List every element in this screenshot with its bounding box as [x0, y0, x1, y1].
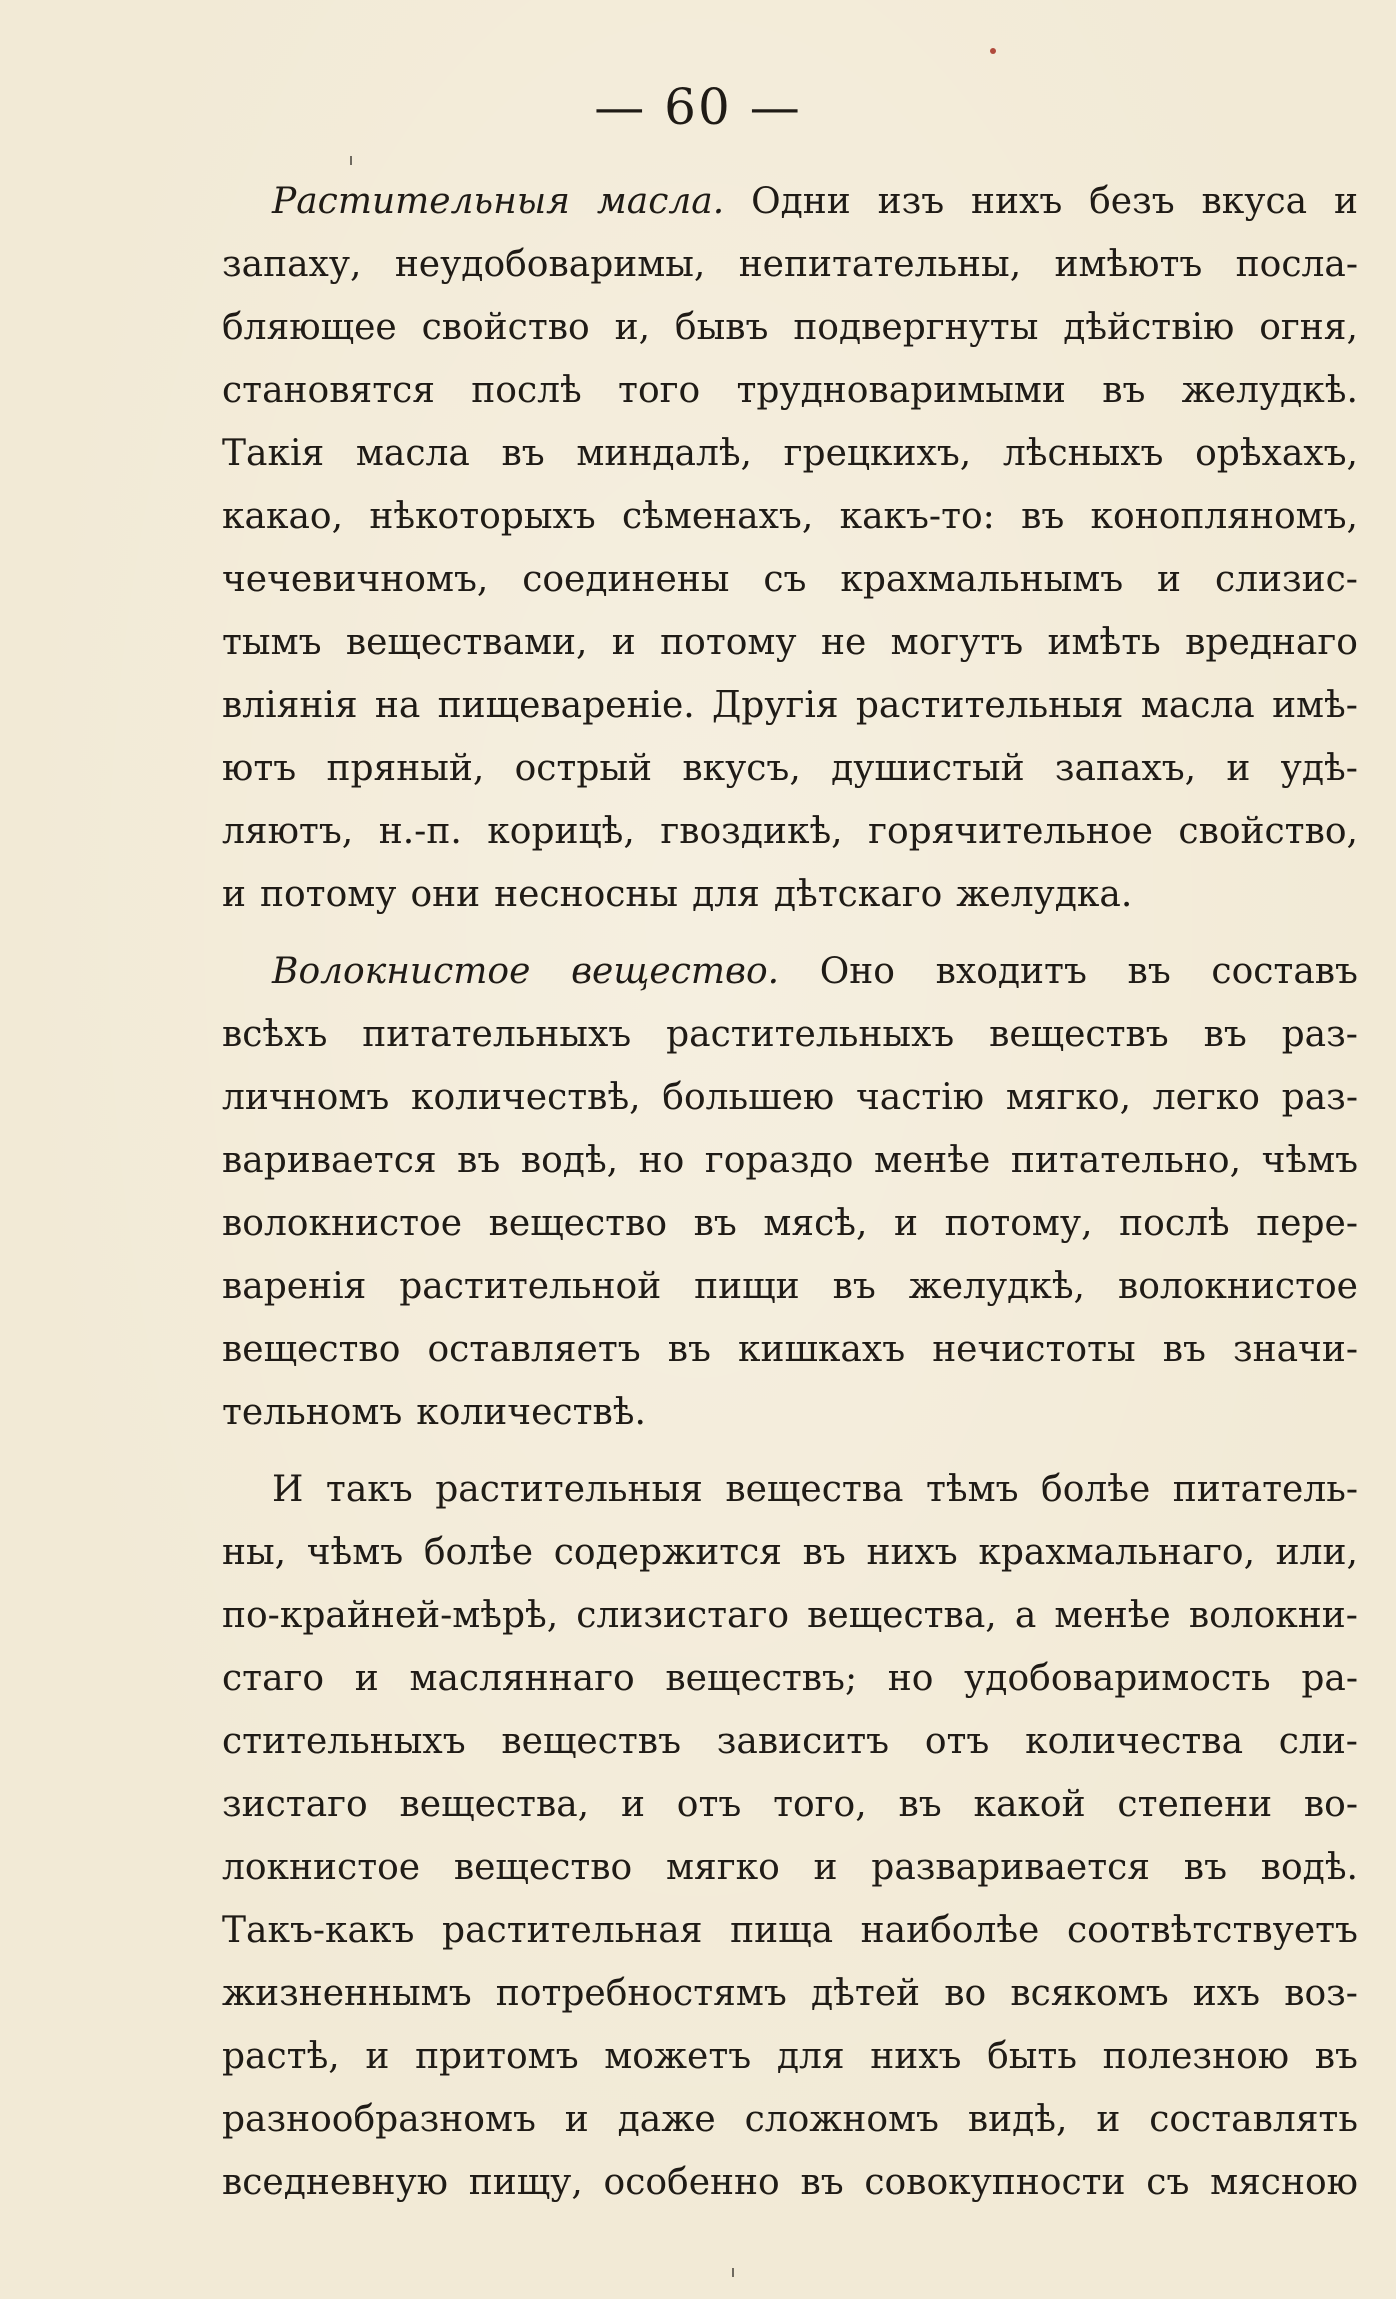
paragraph-gap: [222, 1444, 1358, 1458]
text-line: ютъ пряный, острый вкусъ, душистый запахъ, и удѣ-: [222, 748, 1358, 789]
text-line: тельномъ количествѣ.: [222, 1392, 646, 1433]
paragraph: [222, 1458, 1358, 2214]
ink-speck: [990, 48, 996, 54]
text-line: И такъ растительныя вещества тѣмъ болѣе питатель-: [272, 1469, 1358, 1510]
paragraph-gap: [222, 926, 1358, 940]
text-line: ны, чѣмъ болѣе содержится въ нихъ крахмальнаго, или,: [222, 1532, 1358, 1573]
text-line: личномъ количествѣ, большею частію мягко, легко раз-: [222, 1077, 1358, 1118]
text-line: ляютъ, н.-п. корицѣ, гвоздикѣ, горячительное свойство,: [222, 811, 1358, 852]
text-line: Волокнистое вещество. Оно входитъ въ составъ: [272, 951, 1358, 992]
text-line: становятся послѣ того трудноваримыми въ желудкѣ.: [222, 370, 1358, 411]
text-line: всѣхъ питательныхъ растительныхъ веществъ въ раз-: [222, 1014, 1358, 1055]
paragraph: [222, 170, 1358, 926]
page-number: — 60 —: [594, 78, 802, 136]
text-line: Такія масла въ миндалѣ, грецкихъ, лѣсныхъ орѣхахъ,: [222, 433, 1358, 474]
text-line: варенія растительной пищи въ желудкѣ, волокнистое: [222, 1266, 1358, 1307]
paragraph: [222, 940, 1358, 1444]
text-line: тымъ веществами, и потому не могутъ имѣть вреднаго: [222, 622, 1358, 663]
text-line: локнистое вещество мягко и разваривается въ водѣ.: [222, 1847, 1358, 1888]
text-line: запаху, неудобоваримы, непитательны, имѣютъ посла-: [222, 244, 1358, 285]
text-line: чечевичномъ, соединены съ крахмальнымъ и слизис-: [222, 559, 1358, 600]
text-line: какао, нѣкоторыхъ сѣменахъ, какъ-то: въ конопляномъ,: [222, 496, 1358, 537]
text-line: и потому они несносны для дѣтскаго желудка.: [222, 874, 1133, 915]
ink-speck: [732, 2268, 734, 2277]
text-line: волокнистое вещество въ мясѣ, и потому, послѣ пере-: [222, 1203, 1358, 1244]
text-line: Такъ-какъ растительная пища наиболѣе соотвѣтствуетъ: [222, 1910, 1358, 1951]
text-line: разнообразномъ и даже сложномъ видѣ, и составлять: [222, 2099, 1358, 2140]
text-line: вещество оставляетъ въ кишкахъ нечистоты въ значи-: [222, 1329, 1358, 1370]
text-line: варивается въ водѣ, но гораздо менѣе питательно, чѣмъ: [222, 1140, 1358, 1181]
text-line: стаго и масляннаго веществъ; но удобоваримость ра-: [222, 1658, 1358, 1699]
text-line: бляющее свойство и, бывъ подвергнуты дѣйствію огня,: [222, 307, 1358, 348]
text-line: Растительныя масла. Одни изъ нихъ безъ вкуса и: [272, 181, 1358, 222]
text-line: жизненнымъ потребностямъ дѣтей во всякомъ ихъ воз-: [222, 1973, 1358, 2014]
text-line: стительныхъ веществъ зависитъ отъ количества сли-: [222, 1721, 1358, 1762]
text-line: зистаго вещества, и отъ того, въ какой степени во-: [222, 1784, 1358, 1825]
body-text: [222, 170, 1358, 2214]
text-line: по-крайней-мѣрѣ, слизистаго вещества, а менѣе волокни-: [222, 1595, 1358, 1636]
ink-speck: [350, 156, 352, 165]
text-line: растѣ, и притомъ можетъ для нихъ быть полезною въ: [222, 2036, 1358, 2077]
text-line: вліянія на пищевареніе. Другія растительныя масла имѣ-: [222, 685, 1358, 726]
text-line: вседневную пищу, особенно въ совокупности съ мясною: [222, 2162, 1358, 2203]
